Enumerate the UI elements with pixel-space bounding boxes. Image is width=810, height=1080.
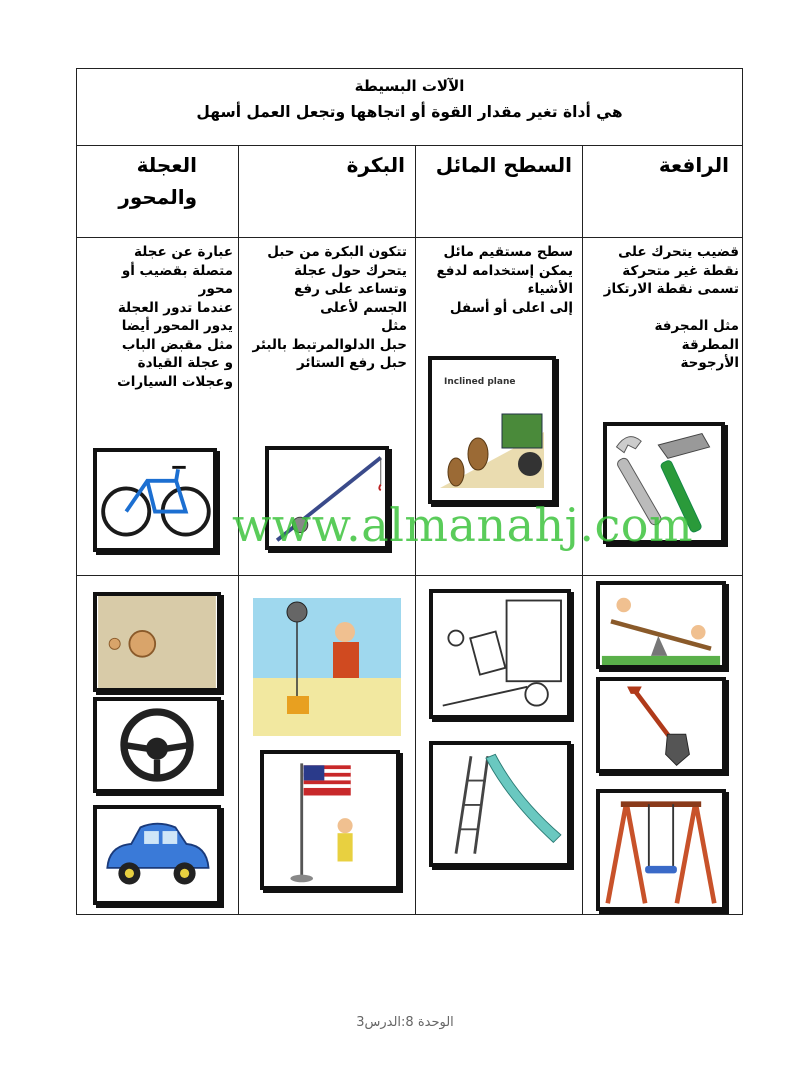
dolly-ramp-image xyxy=(429,589,571,719)
swing-icon xyxy=(608,802,715,903)
row-divider xyxy=(77,575,742,576)
image-caption: Inclined plane xyxy=(444,377,516,387)
car-image xyxy=(93,805,221,905)
simple-machines-table xyxy=(76,68,743,915)
swing-image xyxy=(596,789,726,911)
description-inclined-plane: سطح مستقيم مائل يمكن إستخدامه لدفع الأشياء إلى اعلى أو أسفل xyxy=(436,244,573,316)
shovel-icon xyxy=(627,687,689,766)
description-wheel-axle: عبارة عن عجلة متصلة بقضيب أو محور عندما تدور العجلة يدور المحور أيضا مثل مقبض الباب و عجلة القيادة وعجلات السيارات xyxy=(117,244,233,390)
watermark: www.almanahj.com xyxy=(232,498,694,552)
page-footer: الوحدة 8:الدرس3 xyxy=(356,1015,454,1030)
description-lever: قضيب يتحرك على نقطة غير متحركة تسمى نقطة الارتكاز مثل المجرفة المطرقة الأرجوحة xyxy=(603,244,739,371)
page-subtitle: هي أداة تغير مقدار القوة أو اتجاهها وتجعل العمل أسهل xyxy=(196,103,623,121)
heading-lever: الرافعة xyxy=(658,153,729,177)
pulley-worker-image xyxy=(253,598,401,736)
title-row xyxy=(77,69,742,146)
flagpole-image xyxy=(260,750,400,890)
car-icon xyxy=(107,824,208,885)
heading-inclined-plane: السطح المائل xyxy=(435,153,572,177)
door-knob-icon xyxy=(98,596,216,688)
description-pulley: تتكون البكرة من حبل يتحرك حول عجلة وتساعد على رفع الجسم لأعلى مثل حبل الدلوالمرتبط بالبئر حبل رفع الستائر xyxy=(252,244,407,371)
shovel-image xyxy=(596,677,726,773)
steering-wheel-icon xyxy=(124,712,190,778)
pulley-worker-icon xyxy=(253,598,401,736)
bicycle-icon xyxy=(103,467,209,534)
page-title: الآلات البسيطة xyxy=(354,77,465,95)
row-divider xyxy=(77,237,742,238)
door-knob-image xyxy=(93,592,221,692)
steering-wheel-image xyxy=(93,697,221,793)
slide-image xyxy=(429,741,571,867)
dolly-ramp-icon xyxy=(443,601,561,706)
inclined-plane-image xyxy=(428,356,556,504)
heading-wheel-axle: العجلة والمحور xyxy=(118,153,197,209)
bicycle-image xyxy=(93,448,217,552)
ramp-cart-icon xyxy=(440,414,544,488)
seesaw-image xyxy=(596,581,726,669)
heading-pulley: البكرة xyxy=(346,153,405,177)
seesaw-icon xyxy=(602,598,720,665)
flagpole-icon xyxy=(290,763,352,882)
slide-icon xyxy=(456,754,561,853)
